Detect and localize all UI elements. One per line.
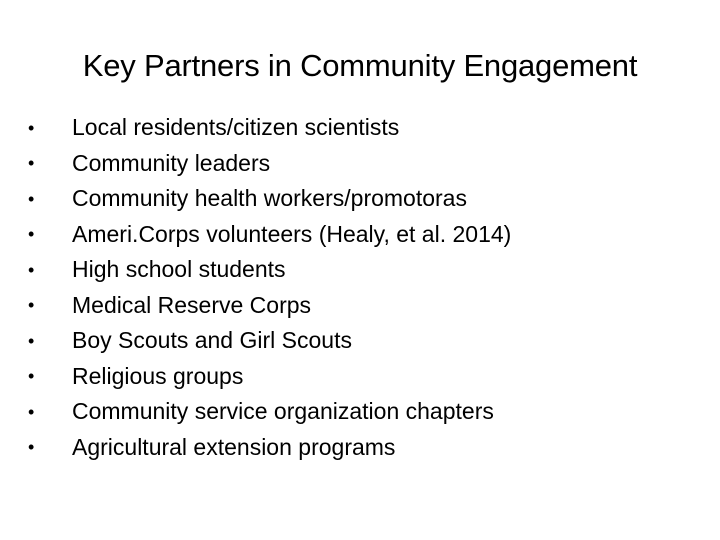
bullet-item-agricultural-extension [28,430,511,466]
bullet-text: Community health workers/promotoras [72,185,467,212]
bullet-item-high-school-students [28,252,511,288]
bullet-icon: • [28,401,35,422]
bullet-text: Medical Reserve Corps [72,291,312,318]
bullet-icon: • [28,259,35,280]
bullet-item-local-residents [28,110,511,146]
bullet-icon: • [28,117,35,138]
bullet-item-religious-groups [28,359,511,395]
bullet-text: Ameri.Corps volunteers (Healy, et al. 2014) [72,220,512,247]
slide-title: Key Partners in Community Engagement [82,48,638,83]
bullet-icon: • [28,366,35,387]
bullet-item-community-leaders [28,146,511,182]
bullet-item-community-health-workers [28,181,511,217]
bullet-item-scouts [28,323,511,359]
bullet-icon: • [28,224,35,245]
bullet-icon: • [28,295,35,316]
bullet-list [28,110,511,465]
bullet-item-americorps [28,217,511,253]
bullet-text: Local residents/citizen scientists [72,114,400,141]
bullet-item-medical-reserve-corps [28,288,511,324]
bullet-text: Agricultural extension programs [72,433,396,460]
bullet-item-community-service-chapters [28,394,511,430]
bullet-text: Community service organization chapters [72,398,494,425]
bullet-text: High school students [72,256,286,283]
bullet-icon: • [28,188,35,209]
bullet-icon: • [28,153,35,174]
bullet-icon: • [28,437,35,458]
bullet-text: Community leaders [72,149,271,176]
bullet-icon: • [28,330,35,351]
bullet-text: Boy Scouts and Girl Scouts [72,327,352,354]
bullet-text: Religious groups [72,362,244,389]
